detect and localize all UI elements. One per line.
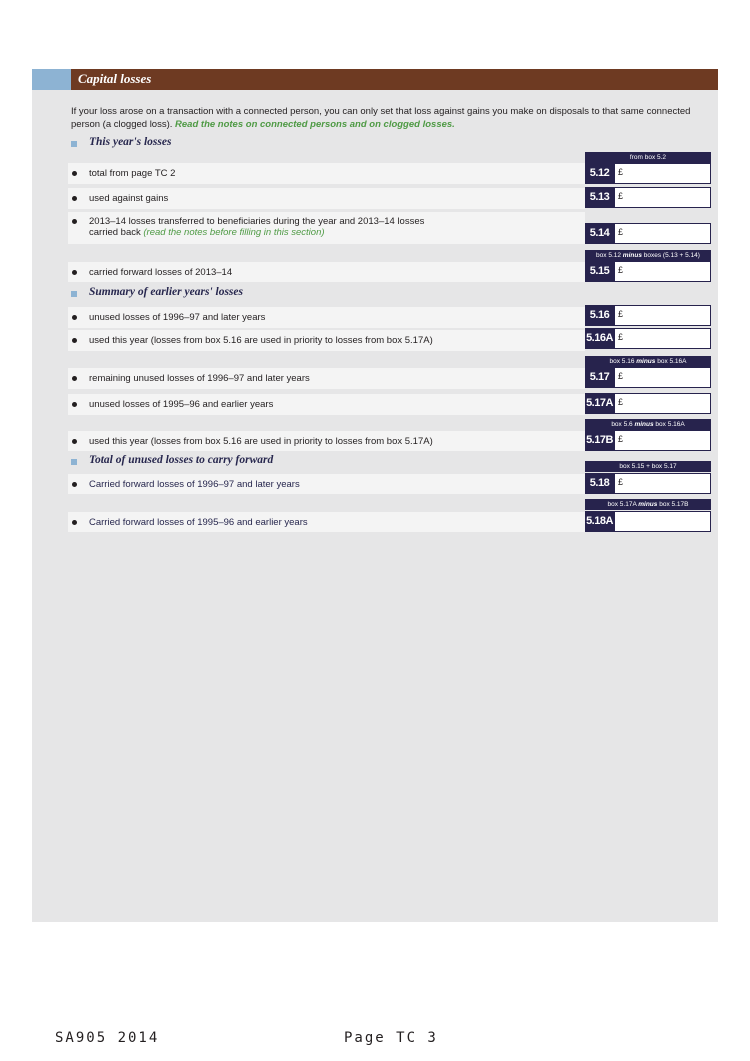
pound-sign: £ [618,332,624,342]
box-number: 5.15 [585,261,614,282]
calc-label-5-17b [585,419,711,430]
calc-pre: box 5.12 [596,252,623,259]
row-label: Carried forward losses of 1995–96 and earlier years [89,517,308,528]
calc-label-5-15 [585,250,711,261]
bullet-icon [72,196,77,201]
heading-this-years-losses [68,136,711,152]
bullet-icon [72,439,77,444]
amount-field-5-17a[interactable] [614,393,711,414]
calc-post: box 5.17B [657,501,689,508]
calc-minus: minus [636,358,656,365]
amount-field-5-18a[interactable] [614,511,711,532]
section-title: Capital losses [78,71,152,86]
box-5-16a [585,328,711,349]
calc-minus: minus [622,252,642,259]
box-number: 5.17A [585,393,614,414]
bullet-icon [72,520,77,525]
box-5-15 [585,261,711,282]
box-number: 5.18A [585,511,614,532]
amount-field-5-13[interactable] [614,187,711,208]
bullet-icon [72,219,77,224]
box-number: 5.14 [585,223,614,244]
heading-text: Summary of earlier years' losses [89,286,243,298]
row-note: (read the notes before filling in this section) [143,227,325,238]
box-number: 5.16A [585,328,614,349]
bullet-icon [72,338,77,343]
amount-field-5-18[interactable] [614,473,711,494]
box-number: 5.12 [585,163,614,184]
row-5-15 [68,262,585,282]
bullet-icon [72,402,77,407]
bullet-icon [72,482,77,487]
row-label: remaining unused losses of 1996–97 and later years [89,373,310,384]
row-5-16a [68,330,585,351]
amount-field-5-16a[interactable] [614,328,711,349]
section-header-bar [71,69,718,90]
intro-note: Read the notes on connected persons and on clogged losses. [175,119,455,130]
row-label: Carried forward losses of 1996–97 and later years [89,479,300,490]
box-5-16 [585,305,711,326]
calc-pre: box 5.17A [607,501,639,508]
section-tab-marker [32,69,71,90]
row-label-line2: carried back [89,227,141,238]
row-5-17b [68,431,585,451]
bullet-icon [72,171,77,176]
row-label-line1: 2013–14 losses transferred to beneficiaries during the year and 2013–14 losses [89,216,425,227]
pound-sign: £ [618,397,624,407]
box-5-17 [585,367,711,388]
amount-field-5-17b[interactable] [614,430,711,451]
intro-paragraph [71,105,691,131]
amount-field-5-14[interactable] [614,223,711,244]
pound-sign: £ [618,227,624,237]
heading-text: This year's losses [89,136,172,148]
row-label: used this year (losses from box 5.16 are used in priority to losses from box 5.17A) [89,335,433,346]
footer-form-id: SA905 2014 [55,1030,160,1046]
pound-sign: £ [618,477,624,487]
pound-sign: £ [618,434,624,444]
box-5-18a [585,511,711,532]
amount-field-5-16[interactable] [614,305,711,326]
row-label: total from page TC 2 [89,168,176,179]
row-label: unused losses of 1996–97 and later years [89,312,266,323]
heading-summary-earlier-losses [68,286,711,302]
box-number: 5.13 [585,187,614,208]
row-5-12 [68,163,585,184]
intro-text: If your loss arose on a transaction with a connected person, you can only set that loss against gains you make on disposals to that same connected person (a clogged loss). [71,106,691,130]
row-label: used against gains [89,193,169,204]
calc-label-5-18a [585,499,711,510]
box-number: 5.17B [585,430,614,451]
pound-sign: £ [618,167,624,177]
box-5-17b [585,430,711,451]
pound-sign: £ [618,191,624,201]
row-5-18 [68,474,585,494]
pound-sign: £ [618,265,624,275]
calc-label-5-12: from box 5.2 [585,152,711,163]
calc-pre: box 5.16 [609,358,637,365]
calc-minus: minus [634,421,654,428]
row-5-17a [68,394,585,415]
calc-minus: minus [638,501,658,508]
calc-post: box 5.16A [653,421,685,428]
square-bullet-icon [71,291,77,297]
row-label: used this year (losses from box 5.16 are used in priority to losses from box 5.17A) [89,436,433,447]
bullet-icon [72,270,77,275]
row-label: carried forward losses of 2013–14 [89,267,233,278]
box-number: 5.16 [585,305,614,326]
amount-field-5-12[interactable] [614,163,711,184]
calc-post: boxes (5.13 + 5.14) [641,252,700,259]
heading-text: Total of unused losses to carry forward [89,454,274,466]
footer-page-number: Page TC 3 [344,1030,438,1046]
row-label: unused losses of 1995–96 and earlier years [89,399,274,410]
pound-sign: £ [618,309,624,319]
calc-label-5-18: box 5.15 + box 5.17 [585,461,711,472]
square-bullet-icon [71,141,77,147]
box-5-14 [585,223,711,244]
box-number: 5.18 [585,473,614,494]
amount-field-5-17[interactable] [614,367,711,388]
row-5-13 [68,188,585,209]
row-label [89,216,424,238]
amount-field-5-15[interactable] [614,261,711,282]
bullet-icon [72,315,77,320]
box-5-13 [585,187,711,208]
calc-post: box 5.16A [655,358,687,365]
row-5-14 [68,212,585,244]
box-5-12 [585,163,711,184]
square-bullet-icon [71,459,77,465]
box-5-18 [585,473,711,494]
row-5-17 [68,368,585,389]
bullet-icon [72,376,77,381]
row-5-18a [68,512,585,532]
calc-pre: box 5.6 [611,421,635,428]
row-5-16 [68,307,585,328]
calc-label-5-17 [585,356,711,367]
box-5-17a [585,393,711,414]
pound-sign: £ [618,371,624,381]
box-number: 5.17 [585,367,614,388]
